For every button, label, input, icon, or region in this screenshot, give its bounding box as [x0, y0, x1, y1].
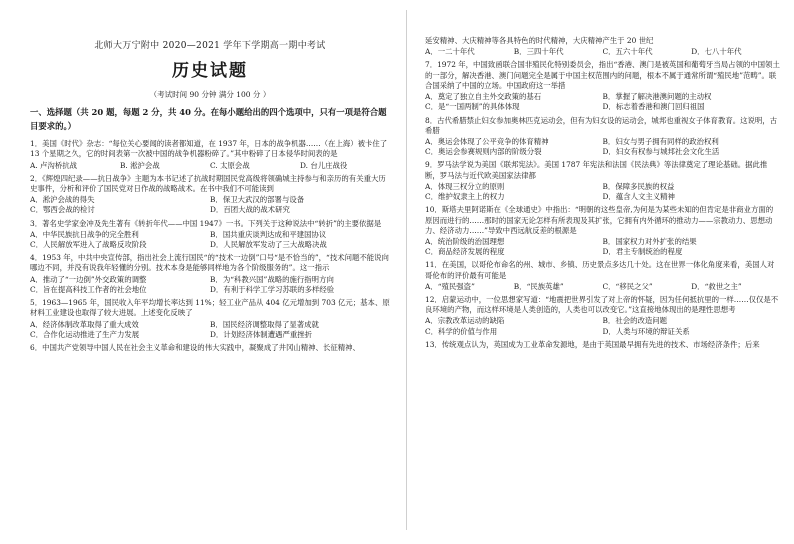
option[interactable]: B. 淞沪会战 — [120, 160, 160, 170]
option[interactable]: A．奥运会体现了公平竞争的体育精神 — [425, 136, 549, 146]
question-text: 6．中国共产党领导中国人民在社会主义革命和建设的伟大实践中，凝聚成了井冈山精神、长征精神、 — [30, 343, 360, 353]
question-text: 8．古代希腊禁止妇女参加奥林匹克运动会，但有为妇女设的运动会，城邦也重视女子体育教育。这说明，古希腊 — [425, 115, 778, 135]
option[interactable]: C．旨在提高科技工作者的社会地位 — [30, 284, 147, 294]
options — [425, 182, 780, 202]
option[interactable]: A．中华民族抗日战争的完全胜利 — [30, 229, 139, 239]
option[interactable]: C．奥运会参赛规则内部的阶级分裂 — [425, 147, 542, 157]
option[interactable]: C．五六十年代 — [602, 47, 653, 57]
option[interactable]: A．奠定了独立自主外交政策的基石 — [425, 92, 542, 102]
option[interactable]: D．“救世之主” — [691, 281, 742, 291]
options — [425, 282, 780, 292]
question-text: 3．著名史学家金冲及先生著有《转折年代——中国 1947》一书。下列关于这种说法中“转折”的主要依据是 — [30, 218, 382, 228]
option[interactable]: D．有利于科学工学习苏联的多样经验 — [210, 284, 335, 294]
option[interactable]: D．百团大战的战术研究 — [210, 205, 290, 215]
options — [30, 320, 390, 340]
option[interactable]: B．保障多民族的权益 — [602, 181, 675, 191]
question-7 — [425, 60, 780, 112]
option[interactable]: D. 台儿庄战役 — [300, 160, 348, 170]
options — [425, 316, 780, 336]
option[interactable]: D．七八十年代 — [691, 47, 742, 57]
option[interactable]: B．国家权力对外扩张的结果 — [602, 236, 697, 246]
option[interactable]: A．体现三权分立的原则 — [425, 181, 505, 191]
left-column — [30, 40, 390, 356]
option[interactable]: B．掌握了解决港澳问题的主动权 — [602, 92, 712, 102]
option[interactable]: C．维护奴隶主上的权力 — [425, 192, 505, 202]
question-text: 2．《辉煌四纪录——抗日战争》主题为本书记述了抗战时期国民党高级将领确城主持参与和亲历的有关重大历史事件，分析和评价了国民党对日作战的战略战术。在书中我们不可能读到 — [30, 173, 386, 193]
option[interactable]: B．妇女与男子拥有同样的政治权利 — [602, 136, 719, 146]
exam-title: 历史试题 — [172, 61, 248, 82]
question-5 — [30, 298, 390, 340]
question-6-continued — [425, 36, 780, 57]
option[interactable]: D．蕴含人文主义精神 — [602, 192, 675, 202]
section-heading: 一、选择题（共 20 题，每题 2 分，共 40 分。在每小题给出的四个选项中，只有一项是符合题目要求的。） — [30, 107, 387, 131]
question-text: 11．在美国，以哥伦布命名的州、城市、乡镇、历史景点多达几十处。这在世界一体化角度来看，美国人对哥伦布的评价最有可能是 — [425, 260, 775, 280]
option[interactable]: A．“殖民强盗” — [425, 281, 475, 291]
option[interactable]: C．商品经济发展的程度 — [425, 247, 505, 257]
question-12 — [425, 295, 780, 337]
question-text: 5．1963—1965 年，国民收入年平均增长率达到 11%；轻工业产品从 404 亿元增加到 703 亿元；基本、原材料工业建设也取得了较大进展。上述变化反映了 — [30, 298, 390, 318]
option[interactable]: B．国民经济调整取得了显著成就 — [210, 319, 319, 329]
question-13 — [425, 340, 780, 350]
question-3 — [30, 219, 390, 251]
option[interactable]: D．妇女有权参与城邦社会文化生活 — [602, 147, 720, 157]
option[interactable]: C．鄂西会战的检讨 — [30, 205, 95, 215]
option[interactable]: A．推动了“一边倒”外交政策的调整 — [30, 274, 147, 284]
question-6 — [30, 343, 390, 353]
options — [30, 230, 390, 250]
option[interactable]: D．君主专制统治的程度 — [602, 247, 683, 257]
option[interactable]: A．宗教改革运动的缺陷 — [425, 316, 505, 326]
options — [30, 275, 390, 295]
question-11 — [425, 260, 780, 292]
question-8 — [425, 116, 780, 158]
question-text: 9．罗马法学说为美国《联邦宪法》。美国 1787 年宪法和法国《民法典》等法律奠定了理论基础。据此推断，罗马法与近代欧美国家法律都 — [425, 160, 768, 180]
question-1 — [30, 139, 390, 171]
option[interactable]: C. 太原会战 — [210, 160, 250, 170]
options — [30, 161, 390, 171]
question-list — [30, 139, 390, 353]
option[interactable]: C．是“一国两制”的具体体现 — [425, 102, 520, 112]
option[interactable]: A. 卢沟桥抗战 — [30, 160, 77, 170]
school-header: 北师大万宁附中 2020—2021 学年下学期高一期中考试 — [94, 41, 326, 51]
option[interactable]: A．经济体制改革取得了重大成效 — [30, 319, 139, 329]
option[interactable]: D．标志着香港和澳门回归祖国 — [602, 102, 705, 112]
option[interactable]: B．保卫大武汉的部署与设备 — [210, 195, 305, 205]
column-divider — [406, 10, 407, 530]
option[interactable]: D．人类与环境的辩证关系 — [602, 326, 690, 336]
options — [30, 195, 390, 215]
question-text: 12．启蒙运动中，一位思想家写道：“地震把世界引发了对上帝的怀疑，因为任何抵抗里的一样……仅仅是不良环境的产物，而这样环境是人类创造的，人类也可以改变它。”这直接地体现出的是理性思想考 — [425, 295, 779, 315]
question-text: 1．美国《时代》杂志：“每位关心要闻的读者都知道，在 1937 年，日本的战争机器……（在上海）被卡住了 13 个星期之久，它的时间表第一次被中国的战争机器粉碎了。”其中粉碎了日本侵华时间表的是 — [30, 139, 388, 159]
option[interactable]: D．计划经济体制遭遇严重挫折 — [210, 329, 313, 339]
question-text: 7．1972 年，中国致函联合国非殖民化特别委员会，指出“香港、澳门是被英国和葡萄牙当局占领的中国领土的一部分，解决香港、澳门问题完全是属于中国主权范围内的问题，根本不属于通常所谓“殖民地”范畴”。联合国采纳了中国的立场。中国政府这一举措 — [425, 60, 780, 90]
question-4 — [30, 253, 390, 295]
question-10 — [425, 205, 780, 257]
option[interactable]: B．三四十年代 — [513, 47, 564, 57]
option[interactable]: B．“民族英雄” — [513, 281, 564, 291]
option[interactable]: C．人民解放军进入了战略反攻阶段 — [30, 240, 147, 250]
options — [425, 137, 780, 157]
option[interactable]: C．“移民之父” — [602, 281, 653, 291]
option[interactable]: C．合作化运动推进了生产力发展 — [30, 329, 140, 339]
option[interactable]: D．人民解放军发动了三大战略决战 — [210, 240, 327, 250]
question-text: 13．传统观点认为，英国成为工业革命发源地，是由于英国最早拥有先进的技术、市场经济条件；后来 — [425, 339, 760, 349]
option[interactable]: A．一二十年代 — [425, 47, 475, 57]
options — [425, 92, 780, 112]
option[interactable]: C．科学的价值与作用 — [425, 326, 498, 336]
right-column — [425, 36, 780, 353]
exam-subtitle: （考试时间 90 分钟 满分 100 分 ） — [149, 89, 271, 99]
question-text: 10．斯塔夫里阿诺斯在《全球通史》中指出：“明朝的这些皇帝,为何是为某些未知的但肯定是非商业方面的原因而进行的……那时的国家无论怎样有所表现及其扩张，它拥有内外循环的推动力——宗教动力、思想动力、经济动力……”导致中西远航反差的根源是 — [425, 205, 774, 235]
option[interactable]: A．统治阶级的治国理想 — [425, 236, 505, 246]
question-text: 延安精神、大庆精神等各具特色的时代精神，大庆精神产生于 20 世纪 — [425, 36, 654, 45]
option[interactable]: B．国共重庆谈判达成和平建国协议 — [210, 229, 327, 239]
options — [425, 237, 780, 257]
question-2 — [30, 174, 390, 216]
option[interactable]: B．社会的改造问题 — [602, 316, 668, 326]
options — [425, 47, 780, 57]
question-text: 4．1953 年，中共中央宣传部，指出社会上流行国民“的“技术一边倒”口号“是不恰当的”，“技术问题不能说向哪边不同，并没有说我年轻懂的分别。技术本身是能够同样地为各个阶级服务的”。这一指示 — [30, 253, 389, 273]
option[interactable]: A．淞沪会战的得失 — [30, 195, 95, 205]
question-9 — [425, 160, 780, 202]
option[interactable]: B．为“科教兴国”战略的施行指明方向 — [210, 274, 334, 284]
